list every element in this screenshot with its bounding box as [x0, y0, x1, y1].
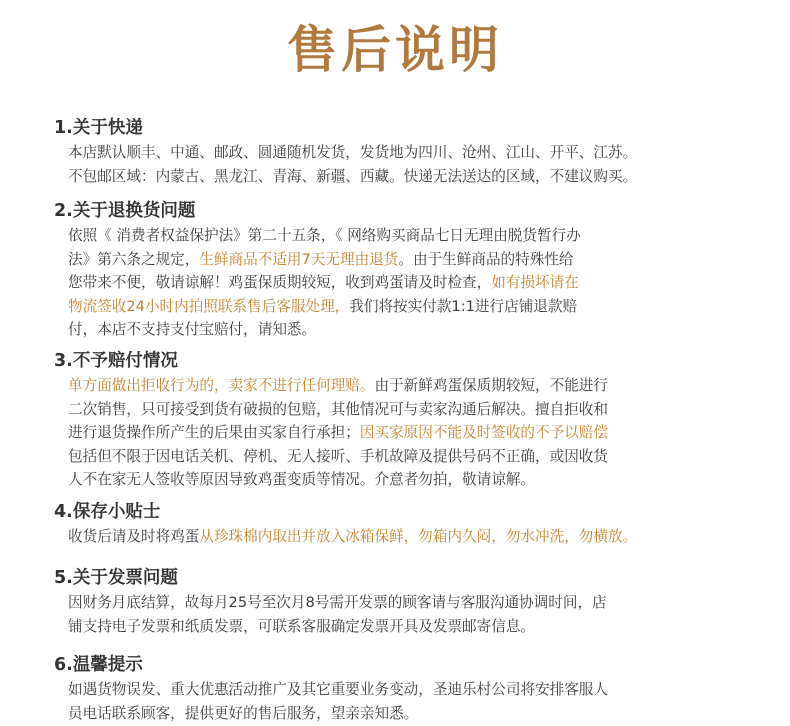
- section-body: [68, 591, 732, 638]
- body-text: 我们将按实付款1:1进行店铺退款赔: [349, 297, 578, 315]
- body-text: 人不在家无人签收等原因导致鸡蛋变质等情况。介意者勿拍，敬请谅解。: [68, 471, 536, 488]
- body-text: 铺支持电子发票和纸质发票，可联系客服确定发票开具及发票邮寄信息。: [68, 617, 536, 635]
- body-text: 付，本店不支持支付宝赔付，请知悉。: [68, 321, 317, 338]
- paragraph-line: [68, 421, 732, 445]
- section-heading: 1.关于快递: [54, 118, 143, 138]
- body-text: 包括但不限于因电话关机、停机、无人接听、手机故障及提供号码不正确，或因收货: [68, 447, 608, 465]
- body-text: 依照《 消费者权益保护法》第二十五条，《 网络购买商品七日无理由脱货暂行办: [68, 227, 581, 244]
- section-express: [0, 115, 790, 188]
- paragraph-line: [68, 678, 732, 702]
- body-text: 因财务月底结算，故每月25号至次月8号需开发票的顾客请与客服沟通协调时间，店: [68, 594, 607, 611]
- body-text: 二次销售，只可接受到货有破损的包赔，其他情况可与卖家沟通后解决。擅自拒收和: [68, 400, 608, 418]
- page-title: 售后说明: [287, 21, 503, 79]
- section-heading: 6.温馨提示: [54, 655, 143, 675]
- section-no-compensation: [0, 348, 790, 492]
- section-reminder: [0, 652, 790, 725]
- section-invoice: [0, 565, 790, 638]
- highlighted-text: 如有损坏请在: [491, 274, 579, 291]
- section-heading: 5.关于发票问题: [54, 568, 178, 588]
- section-body: [68, 374, 732, 492]
- paragraph-line: [68, 248, 732, 272]
- section-body: [68, 141, 732, 188]
- paragraph-line: [68, 374, 732, 398]
- section-returns: [0, 198, 790, 342]
- paragraph-line: [68, 165, 732, 189]
- body-text: 进行退货操作所产生的后果由买家自行承担；: [68, 424, 360, 441]
- section-body: [68, 224, 732, 342]
- paragraph-line: [68, 271, 732, 295]
- paragraph-line: [68, 141, 732, 165]
- paragraph-line: [68, 295, 732, 319]
- body-text: 。由于生鲜商品的特殊性给: [398, 250, 574, 268]
- body-text: 不包邮区域：内蒙古、黑龙江、青海、新疆、西藏。快递无法送达的区域，不建议购买。: [68, 167, 638, 185]
- body-text: 员电话联系顾客，提供更好的售后服务，望亲亲知悉。: [68, 704, 419, 722]
- paragraph-line: [68, 702, 732, 726]
- section-storage-tips: [0, 499, 790, 549]
- section-body: [68, 678, 732, 725]
- body-text: 法》第六条之规定，: [68, 250, 200, 268]
- section-heading: 4.保存小贴士: [54, 502, 161, 522]
- paragraph-line: [68, 318, 732, 342]
- body-text: 您带来不便，敬请谅解！鸡蛋保质期较短，收到鸡蛋请及时检查，: [68, 274, 492, 291]
- paragraph-line: [68, 445, 732, 469]
- section-heading: 3.不予赔付情况: [54, 351, 178, 371]
- highlighted-text: 物流签收24小时内拍照联系售后客服处理，: [68, 297, 350, 315]
- highlighted-text: 因买家原因不能及时签收的不予以赔偿: [359, 424, 608, 441]
- section-heading: 2.关于退换货问题: [54, 201, 196, 221]
- body-text: 如遇货物误发、重大优惠活动推广及其它重要业务变动，圣迪乐村公司将安排客服人: [68, 681, 608, 698]
- paragraph-line: [68, 224, 732, 248]
- paragraph-line: [68, 468, 732, 492]
- body-text: 收货后请及时将鸡蛋: [68, 528, 200, 545]
- section-body: [68, 525, 732, 549]
- paragraph-line: [68, 615, 732, 639]
- highlighted-text: 从珍珠棉内取出并放入冰箱保鲜，勿箱内久闷，勿水冲洗，勿横放。: [199, 528, 638, 545]
- body-text: 本店默认顺丰、中通、邮政、圆通随机发货，发货地为四川、沧州、江山、开平、江苏。: [68, 144, 638, 161]
- body-text: 由于新鲜鸡蛋保质期较短，不能进行: [374, 377, 608, 394]
- paragraph-line: [68, 591, 732, 615]
- paragraph-line: [68, 398, 732, 422]
- highlighted-text: 生鲜商品不适用7天无理由退货: [199, 250, 399, 268]
- paragraph-line: [68, 525, 732, 549]
- highlighted-text: 单方面做出拒收行为的，卖家不进行任何理赔。: [68, 377, 375, 394]
